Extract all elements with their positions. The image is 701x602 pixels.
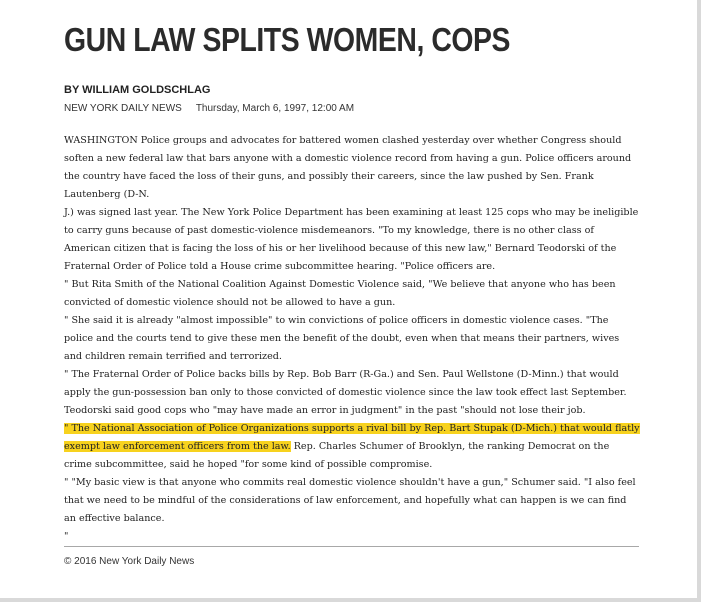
highlight-paragraph-rest: Rep. Charles Schumer of Brooklyn, the ranking Democrat on the crime subcommittee, said he hoped "for some kind of possible compromise. (64, 441, 610, 470)
article-paragraph: " "My basic view is that anyone who commits real domestic violence shouldn't have a gun," Schumer said. "I also feel that we need to be mindful of the considerations of law enforcement, and hopefully what can happen is we can find an effective balance. (64, 477, 636, 524)
article-paragraph: " The Fraternal Order of Police backs bills by Rep. Bob Barr (R-Ga.) and Sen. Paul Wellstone (D-Minn.) that would apply the gun-possession ban only to those convicted of domestic violence since the law took effect last September. Teodorski said good cops who "may have made an error in judgment" in the past "should not lose their job. (64, 369, 627, 416)
publication-name: NEW YORK DAILY NEWS (64, 103, 182, 114)
footer-copyright: © 2016 New York Daily News (64, 556, 195, 567)
article-paragraph: WASHINGTON Police groups and advocates for battered women clashed yesterday over whether Congress should soften a new federal law that bars anyone with a domestic violence record from having a gun. Police officers around the country have faced the loss of their guns, and possibly their careers, since the law pushed by Sen. Frank Lautenberg (D-N. (64, 135, 632, 200)
article-paragraph (64, 420, 640, 474)
article-trailing-mark: " (64, 531, 69, 542)
article-paragraph: J.) was signed last year. The New York Police Department has been examining at least 125 cops who may be ineligible to carry guns because of past domestic-violence misdemeanors. "To my knowledge, there is no other class of American citizen that is facing the loss of his or her livelihood because of this new law," Bernard Teodorski of the Fraternal Order of Police told a House crime subcommittee hearing. "Police officers are. (64, 207, 639, 272)
article-paragraph: " But Rita Smith of the National Coalition Against Domestic Violence said, "We believe that anyone who has been convicted of domestic violence should not be allowed to have a gun. (64, 279, 616, 308)
article-byline: BY WILLIAM GOLDSCHLAG (64, 84, 211, 96)
footer-divider (64, 546, 639, 547)
article-dateline (64, 103, 354, 114)
article-paragraph: " She said it is already "almost impossible" to win convictions of police officers in domestic violence cases. "The police and the courts tend to give these men the benefit of the doubt, even when that means their partners, wives and children remain terrified and terrorized. (64, 315, 620, 362)
page-right-edge (697, 0, 701, 602)
publication-date: Thursday, March 6, 1997, 12:00 AM (195, 103, 355, 114)
highlighted-sentence: " The National Association of Police Organizations supports a rival bill by Rep. Bart Stupak (D-Mich.) that would flatly exempt law enforcement officers from the law. (64, 423, 640, 452)
page-bottom-edge (0, 598, 701, 602)
article-headline: GUN LAW SPLITS WOMEN, COPS (64, 21, 511, 58)
article-body (64, 132, 640, 546)
